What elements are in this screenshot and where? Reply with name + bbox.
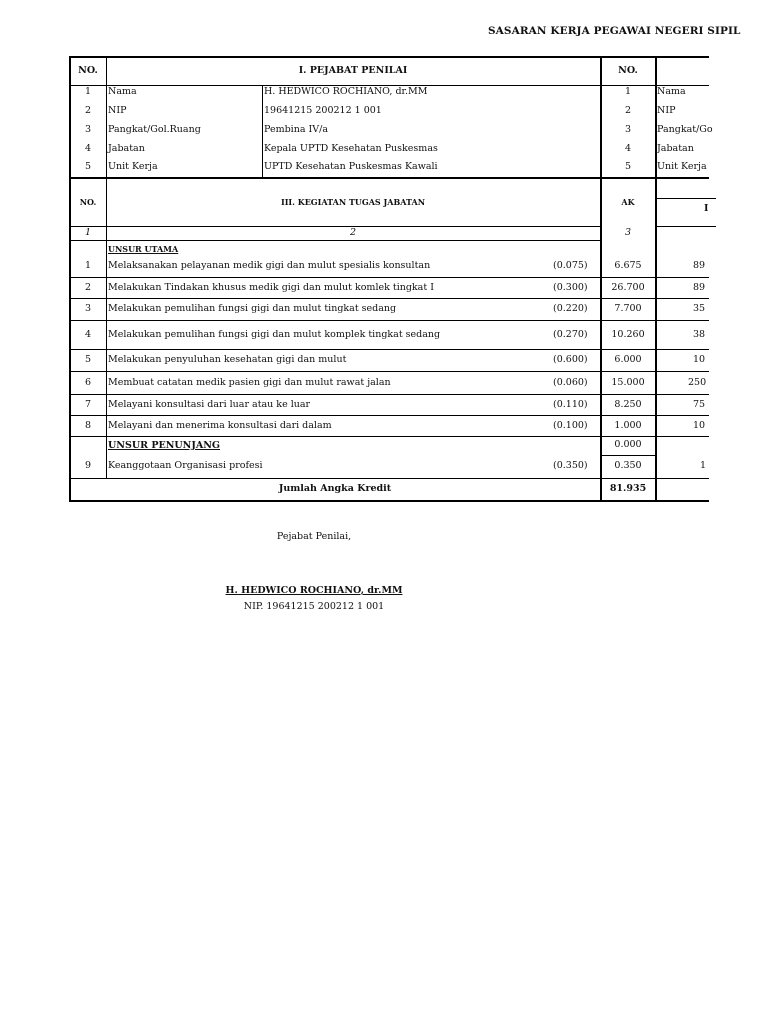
activity-coefficient: (0.220) [553,303,588,314]
ak-column-header: AK [621,197,635,207]
table-divider [69,177,709,179]
column-index: 2 [349,227,357,238]
column-divider [106,56,107,178]
table-divider [656,198,716,199]
activity-target: 250 [688,377,707,388]
field-label: NIP [108,105,127,116]
field-label: Jabatan [657,143,694,154]
activity-name: Melakukan penyuluhan kesehatan gigi dan mulut [108,354,347,365]
table-divider [69,478,709,479]
table-divider [69,371,709,372]
activity-credit: 0.350 [614,460,642,471]
column-index: 3 [624,227,632,238]
row-number: 5 [84,354,92,365]
activity-coefficient: (0.300) [553,282,588,293]
field-label: Unit Kerja [657,161,707,172]
field-label: Nama [108,86,137,97]
activity-credit: 7.700 [614,303,642,314]
signature-caption: Pejabat Penilai, [276,531,352,542]
activity-coefficient: (0.100) [553,420,588,431]
row-number: 3 [84,303,92,314]
activity-coefficient: (0.060) [553,377,588,388]
table-border-bottom [69,500,709,502]
activity-coefficient: (0.110) [553,399,588,410]
activity-name: Melakukan pemulihan fungsi gigi dan mulut tingkat sedang [108,303,397,314]
table-divider [69,436,709,437]
activity-name: Melayani dan menerima konsultasi dari dalam [108,420,332,431]
activity-name: Melakukan pemulihan fungsi gigi dan mulut komplek tingkat sedang [108,329,441,340]
field-label: Unit Kerja [108,161,158,172]
activity-target: 1 [700,460,707,471]
activity-coefficient: (0.600) [553,354,588,365]
column-header-partial: I [704,203,709,214]
activity-coefficient: (0.350) [553,460,588,471]
total-credit: 81.935 [609,483,647,494]
row-number: 2 [84,282,92,293]
field-label: NIP [657,105,676,116]
activity-name: Melakukan Tindakan khusus medik gigi dan mulut komlek tingkat I [108,282,434,293]
field-value: UPTD Kesehatan Puskesmas Kawali [264,161,438,172]
table-divider [69,240,601,241]
activity-target: 10 [693,354,706,365]
activity-credit: 15.000 [611,377,645,388]
activity-credit: 26.700 [611,282,645,293]
activity-coefficient: (0.075) [553,260,588,271]
row-number: 7 [84,399,92,410]
column-divider [262,85,263,178]
row-number: 3 [624,124,632,135]
activity-name: Membuat catatan medik pasien gigi dan mulut rawat jalan [108,377,391,388]
activity-target: 89 [693,260,706,271]
activity-credit: 6.675 [614,260,642,271]
row-number: 6 [84,377,92,388]
activity-coefficient: (0.270) [553,329,588,340]
activity-credit: 1.000 [614,420,642,431]
row-number: 2 [84,105,92,116]
table-border-left [69,56,71,179]
row-number: 4 [84,329,92,340]
unsur-penunjang-heading: UNSUR PENUNJANG [108,440,221,451]
no-column-header: NO. [78,65,98,76]
table-divider [69,226,601,227]
signer-nip: NIP. 19641215 200212 1 001 [243,601,385,612]
section-title-pejabat-penilai: I. PEJABAT PENILAI [298,65,408,76]
row-number: 1 [84,86,92,97]
activity-credit: 8.250 [614,399,642,410]
signer-name: H. HEDWICO ROCHIANO, dr.MM [225,585,403,596]
row-number: 9 [84,460,92,471]
field-label: Nama [657,86,686,97]
activity-name: Melayani konsultasi dari luar atau ke luar [108,399,311,410]
activity-target: 38 [693,329,706,340]
table-divider [69,320,709,321]
table-border-top [69,56,709,58]
table-divider [69,277,709,278]
total-label: Jumlah Angka Kredit [278,483,392,494]
row-number: 3 [84,124,92,135]
row-number: 4 [624,143,632,154]
row-number: 1 [624,86,632,97]
no-column-header: NO. [79,197,97,207]
field-value: Pembina IV/a [264,124,328,135]
field-value: 19641215 200212 1 001 [264,105,382,116]
activity-target: 35 [693,303,706,314]
row-number: 2 [624,105,632,116]
table-divider [69,298,709,299]
activity-name: Keanggotaan Organisasi profesi [108,460,263,471]
table-divider [69,415,709,416]
field-label: Jabatan [108,143,145,154]
field-value: H. HEDWICO ROCHIANO, dr.MM [264,86,428,97]
activity-credit: 10.260 [611,329,645,340]
row-number: 4 [84,143,92,154]
no-column-header: NO. [618,65,638,76]
table-divider [601,455,656,456]
table-divider [656,226,716,227]
column-index: 1 [84,227,92,238]
activity-credit: 6.000 [614,354,642,365]
activity-name: Melaksanakan pelayanan medik gigi dan mulut spesialis konsultan [108,260,431,271]
row-number: 8 [84,420,92,431]
column-divider [106,178,107,479]
row-number: 5 [624,161,632,172]
activity-target: 75 [693,399,706,410]
activity-target: 89 [693,282,706,293]
table-divider [69,394,709,395]
column-divider [600,56,602,179]
unsur-utama-heading: UNSUR UTAMA [108,244,179,254]
document-title: SASARAN KERJA PEGAWAI NEGERI SIPIL [488,25,741,37]
field-label: Pangkat/Go [657,124,713,135]
row-number: 5 [84,161,92,172]
field-value: Kepala UPTD Kesehatan Puskesmas [264,143,438,154]
field-label: Pangkat/Gol.Ruang [108,124,201,135]
section-title-kegiatan: III. KEGIATAN TUGAS JABATAN [280,197,426,207]
row-number: 1 [84,260,92,271]
table-divider [69,349,709,350]
activity-target: 10 [693,420,706,431]
penunjang-credit: 0.000 [614,439,642,450]
